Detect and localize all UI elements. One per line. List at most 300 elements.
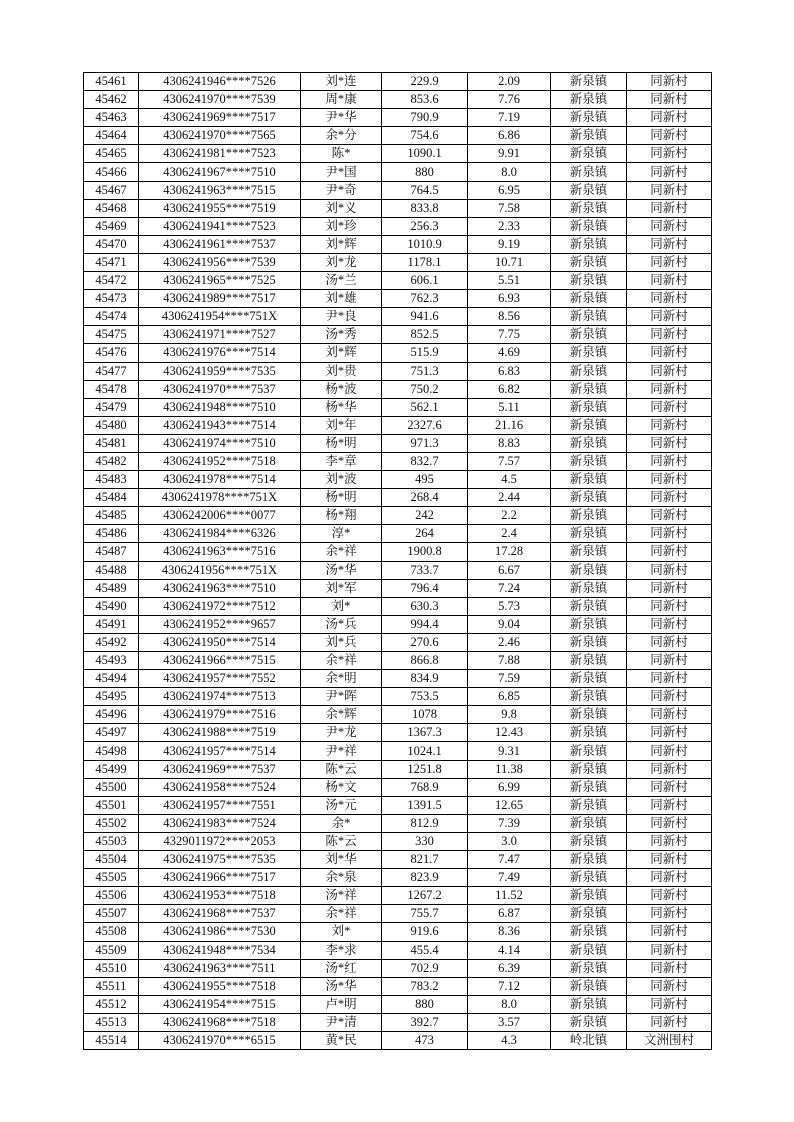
serial-number-cell: 45508 bbox=[84, 923, 139, 941]
table-row bbox=[84, 199, 712, 217]
table-row bbox=[84, 235, 712, 253]
serial-number-cell: 45510 bbox=[84, 959, 139, 977]
town-cell: 新泉镇 bbox=[551, 615, 627, 633]
table-row bbox=[84, 778, 712, 796]
serial-number-cell: 45473 bbox=[84, 290, 139, 308]
table-row bbox=[84, 181, 712, 199]
id-number-cell: 4306241974****7513 bbox=[139, 688, 301, 706]
town-cell: 新泉镇 bbox=[551, 326, 627, 344]
village-cell: 同新村 bbox=[627, 543, 712, 561]
id-number-cell: 4306241943****7514 bbox=[139, 416, 301, 434]
table-row bbox=[84, 416, 712, 434]
village-cell: 同新村 bbox=[627, 597, 712, 615]
id-number-cell: 4306241948****7534 bbox=[139, 941, 301, 959]
id-number-cell: 4306241970****7539 bbox=[139, 91, 301, 109]
village-cell: 同新村 bbox=[627, 814, 712, 832]
name-cell: 汤*秀 bbox=[301, 326, 382, 344]
amount-cell: 606.1 bbox=[382, 272, 468, 290]
town-cell: 新泉镇 bbox=[551, 199, 627, 217]
table-row bbox=[84, 887, 712, 905]
name-cell: 刘*辉 bbox=[301, 235, 382, 253]
id-number-cell: 4306241967****7510 bbox=[139, 163, 301, 181]
amount-cell: 1090.1 bbox=[382, 145, 468, 163]
village-cell: 同新村 bbox=[627, 724, 712, 742]
name-cell: 余*分 bbox=[301, 127, 382, 145]
town-cell: 新泉镇 bbox=[551, 127, 627, 145]
village-cell: 同新村 bbox=[627, 995, 712, 1013]
subsidy-cell: 6.95 bbox=[468, 181, 551, 199]
table-row bbox=[84, 670, 712, 688]
town-cell: 新泉镇 bbox=[551, 109, 627, 127]
amount-cell: 562.1 bbox=[382, 398, 468, 416]
subsidy-cell: 8.0 bbox=[468, 163, 551, 181]
town-cell: 新泉镇 bbox=[551, 163, 627, 181]
village-cell: 同新村 bbox=[627, 941, 712, 959]
town-cell: 新泉镇 bbox=[551, 362, 627, 380]
town-cell: 新泉镇 bbox=[551, 688, 627, 706]
amount-cell: 764.5 bbox=[382, 181, 468, 199]
name-cell: 汤*祥 bbox=[301, 887, 382, 905]
village-cell: 同新村 bbox=[627, 579, 712, 597]
subsidy-cell: 4.14 bbox=[468, 941, 551, 959]
village-cell: 同新村 bbox=[627, 760, 712, 778]
town-cell: 新泉镇 bbox=[551, 778, 627, 796]
village-cell: 同新村 bbox=[627, 290, 712, 308]
village-cell: 同新村 bbox=[627, 217, 712, 235]
table-row bbox=[84, 398, 712, 416]
amount-cell: 1251.8 bbox=[382, 760, 468, 778]
amount-cell: 750.2 bbox=[382, 380, 468, 398]
amount-cell: 768.9 bbox=[382, 778, 468, 796]
serial-number-cell: 45504 bbox=[84, 851, 139, 869]
subsidy-cell: 7.88 bbox=[468, 652, 551, 670]
id-number-cell: 4306241957****7551 bbox=[139, 796, 301, 814]
id-number-cell: 4306241969****7537 bbox=[139, 760, 301, 778]
serial-number-cell: 45475 bbox=[84, 326, 139, 344]
serial-number-cell: 45511 bbox=[84, 977, 139, 995]
subsidy-cell: 6.85 bbox=[468, 688, 551, 706]
serial-number-cell: 45502 bbox=[84, 814, 139, 832]
name-cell: 杨*明 bbox=[301, 434, 382, 452]
subsidy-cell: 11.38 bbox=[468, 760, 551, 778]
serial-number-cell: 45501 bbox=[84, 796, 139, 814]
name-cell: 汤*兰 bbox=[301, 272, 382, 290]
table-row bbox=[84, 217, 712, 235]
town-cell: 新泉镇 bbox=[551, 832, 627, 850]
subsidy-cell: 7.49 bbox=[468, 869, 551, 887]
serial-number-cell: 45468 bbox=[84, 199, 139, 217]
subsidy-cell: 3.0 bbox=[468, 832, 551, 850]
subsidy-cell: 9.91 bbox=[468, 145, 551, 163]
subsidy-cell: 6.67 bbox=[468, 561, 551, 579]
serial-number-cell: 45505 bbox=[84, 869, 139, 887]
table-row bbox=[84, 688, 712, 706]
subsidy-cell: 9.19 bbox=[468, 235, 551, 253]
table-row bbox=[84, 851, 712, 869]
name-cell: 汤*元 bbox=[301, 796, 382, 814]
id-number-cell: 4306241978****7514 bbox=[139, 471, 301, 489]
village-cell: 同新村 bbox=[627, 145, 712, 163]
id-number-cell: 4306241972****7512 bbox=[139, 597, 301, 615]
village-cell: 同新村 bbox=[627, 73, 712, 91]
id-number-cell: 4306241956****7539 bbox=[139, 253, 301, 271]
table-row bbox=[84, 941, 712, 959]
amount-cell: 1024.1 bbox=[382, 742, 468, 760]
amount-cell: 919.6 bbox=[382, 923, 468, 941]
id-number-cell: 4306241950****7514 bbox=[139, 633, 301, 651]
subsidy-cell: 5.11 bbox=[468, 398, 551, 416]
name-cell: 尹*奇 bbox=[301, 181, 382, 199]
town-cell: 新泉镇 bbox=[551, 706, 627, 724]
town-cell: 新泉镇 bbox=[551, 579, 627, 597]
id-number-cell: 4306241974****7510 bbox=[139, 434, 301, 452]
amount-cell: 702.9 bbox=[382, 959, 468, 977]
town-cell: 新泉镇 bbox=[551, 91, 627, 109]
amount-cell: 971.3 bbox=[382, 434, 468, 452]
town-cell: 新泉镇 bbox=[551, 724, 627, 742]
id-number-cell: 4306241955****7518 bbox=[139, 977, 301, 995]
id-number-cell: 4306241961****7537 bbox=[139, 235, 301, 253]
table-row bbox=[84, 109, 712, 127]
town-cell: 新泉镇 bbox=[551, 760, 627, 778]
subsidy-cell: 9.31 bbox=[468, 742, 551, 760]
name-cell: 尹*晖 bbox=[301, 688, 382, 706]
name-cell: 余*辉 bbox=[301, 706, 382, 724]
name-cell: 杨*波 bbox=[301, 380, 382, 398]
village-cell: 同新村 bbox=[627, 851, 712, 869]
village-cell: 同新村 bbox=[627, 416, 712, 434]
subsidy-cell: 7.19 bbox=[468, 109, 551, 127]
id-number-cell: 4306241989****7517 bbox=[139, 290, 301, 308]
serial-number-cell: 45494 bbox=[84, 670, 139, 688]
town-cell: 新泉镇 bbox=[551, 869, 627, 887]
village-cell: 同新村 bbox=[627, 742, 712, 760]
serial-number-cell: 45485 bbox=[84, 507, 139, 525]
name-cell: 李*求 bbox=[301, 941, 382, 959]
village-cell: 同新村 bbox=[627, 923, 712, 941]
serial-number-cell: 45474 bbox=[84, 308, 139, 326]
amount-cell: 755.7 bbox=[382, 905, 468, 923]
village-cell: 同新村 bbox=[627, 344, 712, 362]
id-number-cell: 4306241955****7519 bbox=[139, 199, 301, 217]
name-cell: 汤*兵 bbox=[301, 615, 382, 633]
town-cell: 新泉镇 bbox=[551, 452, 627, 470]
table-row bbox=[84, 434, 712, 452]
village-cell: 同新村 bbox=[627, 181, 712, 199]
serial-number-cell: 45512 bbox=[84, 995, 139, 1013]
table-row bbox=[84, 525, 712, 543]
town-cell: 新泉镇 bbox=[551, 181, 627, 199]
subsidy-cell: 12.43 bbox=[468, 724, 551, 742]
table-row bbox=[84, 814, 712, 832]
amount-cell: 242 bbox=[382, 507, 468, 525]
village-cell: 同新村 bbox=[627, 326, 712, 344]
id-number-cell: 4306241966****7517 bbox=[139, 869, 301, 887]
name-cell: 尹*龙 bbox=[301, 724, 382, 742]
amount-cell: 1267.2 bbox=[382, 887, 468, 905]
village-cell: 同新村 bbox=[627, 869, 712, 887]
amount-cell: 796.4 bbox=[382, 579, 468, 597]
village-cell: 同新村 bbox=[627, 688, 712, 706]
subsidy-cell: 6.99 bbox=[468, 778, 551, 796]
amount-cell: 754.6 bbox=[382, 127, 468, 145]
subsidy-cell: 6.39 bbox=[468, 959, 551, 977]
amount-cell: 790.9 bbox=[382, 109, 468, 127]
id-number-cell: 4306241968****7518 bbox=[139, 1013, 301, 1031]
subsidy-cell: 8.56 bbox=[468, 308, 551, 326]
amount-cell: 941.6 bbox=[382, 308, 468, 326]
table-row bbox=[84, 362, 712, 380]
village-cell: 同新村 bbox=[627, 253, 712, 271]
table-row bbox=[84, 471, 712, 489]
amount-cell: 515.9 bbox=[382, 344, 468, 362]
subsidy-cell: 6.86 bbox=[468, 127, 551, 145]
serial-number-cell: 45480 bbox=[84, 416, 139, 434]
town-cell: 新泉镇 bbox=[551, 344, 627, 362]
serial-number-cell: 45493 bbox=[84, 652, 139, 670]
id-number-cell: 4306241981****7523 bbox=[139, 145, 301, 163]
table-row bbox=[84, 344, 712, 362]
amount-cell: 821.7 bbox=[382, 851, 468, 869]
town-cell: 新泉镇 bbox=[551, 905, 627, 923]
serial-number-cell: 45469 bbox=[84, 217, 139, 235]
serial-number-cell: 45490 bbox=[84, 597, 139, 615]
town-cell: 新泉镇 bbox=[551, 561, 627, 579]
amount-cell: 1178.1 bbox=[382, 253, 468, 271]
id-number-cell: 4306241946****7526 bbox=[139, 73, 301, 91]
town-cell: 新泉镇 bbox=[551, 633, 627, 651]
serial-number-cell: 45477 bbox=[84, 362, 139, 380]
serial-number-cell: 45467 bbox=[84, 181, 139, 199]
town-cell: 新泉镇 bbox=[551, 308, 627, 326]
id-number-cell: 4306241965****7525 bbox=[139, 272, 301, 290]
table-row bbox=[84, 977, 712, 995]
id-number-cell: 4306241986****7530 bbox=[139, 923, 301, 941]
village-cell: 同新村 bbox=[627, 199, 712, 217]
name-cell: 余*明 bbox=[301, 670, 382, 688]
table-row bbox=[84, 633, 712, 651]
amount-cell: 268.4 bbox=[382, 489, 468, 507]
name-cell: 刘* bbox=[301, 923, 382, 941]
serial-number-cell: 45464 bbox=[84, 127, 139, 145]
village-cell: 同新村 bbox=[627, 398, 712, 416]
table-row bbox=[84, 561, 712, 579]
id-number-cell: 4306241941****7523 bbox=[139, 217, 301, 235]
serial-number-cell: 45479 bbox=[84, 398, 139, 416]
subsidy-cell: 8.36 bbox=[468, 923, 551, 941]
serial-number-cell: 45498 bbox=[84, 742, 139, 760]
name-cell: 余*泉 bbox=[301, 869, 382, 887]
serial-number-cell: 45478 bbox=[84, 380, 139, 398]
subsidy-cell: 9.04 bbox=[468, 615, 551, 633]
subsidy-cell: 11.52 bbox=[468, 887, 551, 905]
name-cell: 刘* bbox=[301, 597, 382, 615]
table-row bbox=[84, 1031, 712, 1049]
town-cell: 新泉镇 bbox=[551, 742, 627, 760]
amount-cell: 270.6 bbox=[382, 633, 468, 651]
serial-number-cell: 45492 bbox=[84, 633, 139, 651]
id-number-cell: 4306241948****7510 bbox=[139, 398, 301, 416]
amount-cell: 1010.9 bbox=[382, 235, 468, 253]
town-cell: 新泉镇 bbox=[551, 977, 627, 995]
subsidy-cell: 6.83 bbox=[468, 362, 551, 380]
serial-number-cell: 45471 bbox=[84, 253, 139, 271]
id-number-cell: 4306241976****7514 bbox=[139, 344, 301, 362]
village-cell: 同新村 bbox=[627, 887, 712, 905]
subsidy-cell: 7.47 bbox=[468, 851, 551, 869]
town-cell: 岭北镇 bbox=[551, 1031, 627, 1049]
id-number-cell: 4306241954****7515 bbox=[139, 995, 301, 1013]
table-row bbox=[84, 724, 712, 742]
amount-cell: 751.3 bbox=[382, 362, 468, 380]
table-row bbox=[84, 742, 712, 760]
id-number-cell: 4306241963****7516 bbox=[139, 543, 301, 561]
amount-cell: 833.8 bbox=[382, 199, 468, 217]
amount-cell: 1391.5 bbox=[382, 796, 468, 814]
subsidy-cell: 6.82 bbox=[468, 380, 551, 398]
subsidy-cell: 7.75 bbox=[468, 326, 551, 344]
amount-cell: 753.5 bbox=[382, 688, 468, 706]
serial-number-cell: 45483 bbox=[84, 471, 139, 489]
serial-number-cell: 45486 bbox=[84, 525, 139, 543]
town-cell: 新泉镇 bbox=[551, 272, 627, 290]
serial-number-cell: 45487 bbox=[84, 543, 139, 561]
amount-cell: 392.7 bbox=[382, 1013, 468, 1031]
table-row bbox=[84, 652, 712, 670]
serial-number-cell: 45463 bbox=[84, 109, 139, 127]
serial-number-cell: 45481 bbox=[84, 434, 139, 452]
town-cell: 新泉镇 bbox=[551, 217, 627, 235]
amount-cell: 229.9 bbox=[382, 73, 468, 91]
name-cell: 刘*贵 bbox=[301, 362, 382, 380]
name-cell: 李*章 bbox=[301, 452, 382, 470]
village-cell: 同新村 bbox=[627, 652, 712, 670]
table-row bbox=[84, 163, 712, 181]
id-number-cell: 4306241971****7527 bbox=[139, 326, 301, 344]
serial-number-cell: 45462 bbox=[84, 91, 139, 109]
table-row bbox=[84, 489, 712, 507]
name-cell: 刘*义 bbox=[301, 199, 382, 217]
subsidy-cell: 7.24 bbox=[468, 579, 551, 597]
village-cell: 同新村 bbox=[627, 452, 712, 470]
amount-cell: 473 bbox=[382, 1031, 468, 1049]
id-number-cell: 4306241978****751X bbox=[139, 489, 301, 507]
id-number-cell: 4306241979****7516 bbox=[139, 706, 301, 724]
table-row bbox=[84, 73, 712, 91]
name-cell: 刘*兵 bbox=[301, 633, 382, 651]
subsidy-cell: 2.46 bbox=[468, 633, 551, 651]
id-number-cell: 4306241970****7565 bbox=[139, 127, 301, 145]
amount-cell: 994.4 bbox=[382, 615, 468, 633]
serial-number-cell: 45465 bbox=[84, 145, 139, 163]
subsidy-cell: 5.51 bbox=[468, 272, 551, 290]
amount-cell: 853.6 bbox=[382, 91, 468, 109]
name-cell: 尹*祥 bbox=[301, 742, 382, 760]
town-cell: 新泉镇 bbox=[551, 380, 627, 398]
amount-cell: 2327.6 bbox=[382, 416, 468, 434]
subsidy-cell: 9.8 bbox=[468, 706, 551, 724]
subsidy-cell: 7.12 bbox=[468, 977, 551, 995]
town-cell: 新泉镇 bbox=[551, 597, 627, 615]
name-cell: 刘*辉 bbox=[301, 344, 382, 362]
table-row bbox=[84, 579, 712, 597]
name-cell: 周*康 bbox=[301, 91, 382, 109]
subsidy-cell: 7.59 bbox=[468, 670, 551, 688]
name-cell: 陈* bbox=[301, 145, 382, 163]
id-number-cell: 4306241969****7517 bbox=[139, 109, 301, 127]
name-cell: 余*祥 bbox=[301, 652, 382, 670]
amount-cell: 264 bbox=[382, 525, 468, 543]
name-cell: 尹*华 bbox=[301, 109, 382, 127]
amount-cell: 834.9 bbox=[382, 670, 468, 688]
subsidy-cell: 17.28 bbox=[468, 543, 551, 561]
id-number-cell: 4306241957****7552 bbox=[139, 670, 301, 688]
name-cell: 刘*龙 bbox=[301, 253, 382, 271]
table-row bbox=[84, 869, 712, 887]
town-cell: 新泉镇 bbox=[551, 923, 627, 941]
amount-cell: 1078 bbox=[382, 706, 468, 724]
table-row bbox=[84, 308, 712, 326]
town-cell: 新泉镇 bbox=[551, 398, 627, 416]
subsidy-cell: 4.69 bbox=[468, 344, 551, 362]
village-cell: 同新村 bbox=[627, 1013, 712, 1031]
village-cell: 同新村 bbox=[627, 471, 712, 489]
village-cell: 同新村 bbox=[627, 91, 712, 109]
village-cell: 同新村 bbox=[627, 235, 712, 253]
table-row bbox=[84, 905, 712, 923]
subsidy-cell: 10.71 bbox=[468, 253, 551, 271]
town-cell: 新泉镇 bbox=[551, 670, 627, 688]
town-cell: 新泉镇 bbox=[551, 959, 627, 977]
name-cell: 陈*云 bbox=[301, 832, 382, 850]
town-cell: 新泉镇 bbox=[551, 253, 627, 271]
name-cell: 杨*文 bbox=[301, 778, 382, 796]
table-row bbox=[84, 326, 712, 344]
name-cell: 刘*华 bbox=[301, 851, 382, 869]
village-cell: 同新村 bbox=[627, 163, 712, 181]
id-number-cell: 4306241959****7535 bbox=[139, 362, 301, 380]
subsidy-cell: 2.33 bbox=[468, 217, 551, 235]
id-number-cell: 4306241954****751X bbox=[139, 308, 301, 326]
serial-number-cell: 45496 bbox=[84, 706, 139, 724]
subsidy-cell: 6.93 bbox=[468, 290, 551, 308]
table-row bbox=[84, 959, 712, 977]
subsidy-cell: 2.44 bbox=[468, 489, 551, 507]
name-cell: 陈*云 bbox=[301, 760, 382, 778]
village-cell: 同新村 bbox=[627, 561, 712, 579]
town-cell: 新泉镇 bbox=[551, 73, 627, 91]
table-row bbox=[84, 91, 712, 109]
serial-number-cell: 45472 bbox=[84, 272, 139, 290]
serial-number-cell: 45491 bbox=[84, 615, 139, 633]
town-cell: 新泉镇 bbox=[551, 941, 627, 959]
subsidy-cell: 12.65 bbox=[468, 796, 551, 814]
id-number-cell: 4306241968****7537 bbox=[139, 905, 301, 923]
id-number-cell: 4306241983****7524 bbox=[139, 814, 301, 832]
amount-cell: 852.5 bbox=[382, 326, 468, 344]
table-body bbox=[84, 73, 712, 1050]
name-cell: 杨*华 bbox=[301, 398, 382, 416]
village-cell: 同新村 bbox=[627, 308, 712, 326]
subsidy-cell: 7.57 bbox=[468, 452, 551, 470]
serial-number-cell: 45470 bbox=[84, 235, 139, 253]
id-number-cell: 4306241984****6326 bbox=[139, 525, 301, 543]
id-number-cell: 4306241952****9657 bbox=[139, 615, 301, 633]
serial-number-cell: 45507 bbox=[84, 905, 139, 923]
amount-cell: 783.2 bbox=[382, 977, 468, 995]
name-cell: 杨*明 bbox=[301, 489, 382, 507]
serial-number-cell: 45499 bbox=[84, 760, 139, 778]
